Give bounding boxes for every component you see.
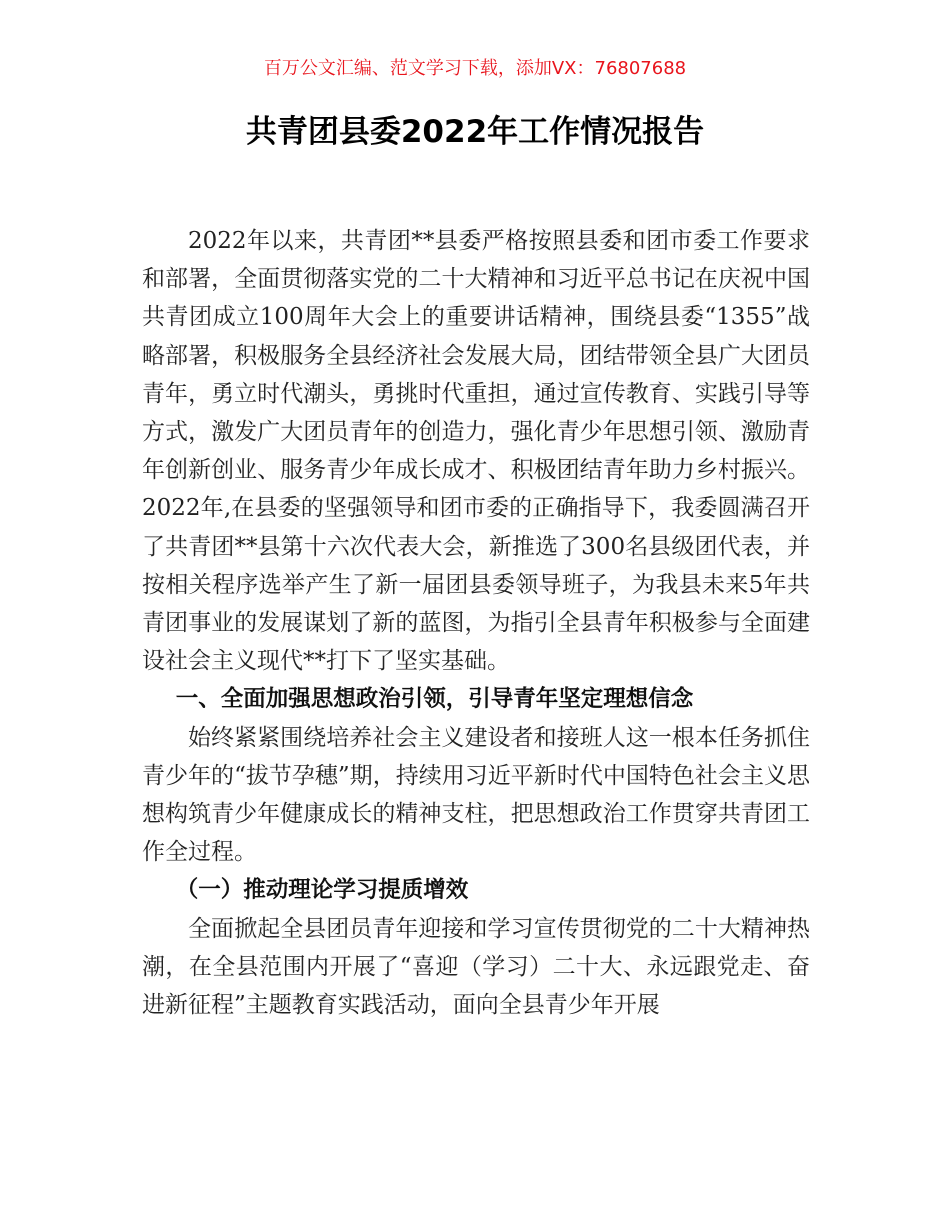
section-1-heading: 一、全面加强思想政治引领，引导青年坚定理想信念 — [175, 686, 694, 713]
subsection-1-heading: （一）推动理论学习提质增效 — [175, 877, 469, 904]
document-title: 共青团县委2022年工作情况报告 — [245, 114, 705, 150]
intro-paragraph: 2022年以来，共青团**县委严格按照县委和团市委工作要求和部署，全面贯彻落实党的二十大精神和习近平总书记在庆祝中国共青团成立100周年大会上的重要讲话精神，围绕县委“1355”战略部署，积极服务全县经济社会发展大局，团结带领全县广大团员青年，勇立时代潮头，勇挑时代重担，通过宣传教育、实践引导等方式，激发广大团员青年的创造力，强化青少年思想引领、激励青年创新创业、服务青少年成长成才、积极团结青年助力乡村振兴。2022年,在县委的坚强领导和团市委的正确指导下，我委圆满召开了共青团**县第十六次代表大会，新推选了300名县级团代表，并按相关程序选举产生了新一届团县委领导班子，为我县未来5年共青团事业的发展谋划了新的蓝图，为指引全县青年积极参与全面建设社会主义现代**打下了坚实基础。 — [142, 228, 810, 675]
document-body — [142, 222, 810, 1024]
subsection-1-paragraph: 全面掀起全县团员青年迎接和学习宣传贯彻党的二十大精神热潮，在全县范围内开展了“喜迎（学习）二十大、永远跟党走、奋进新征程”主题教育实践活动，面向全县青少年开展 — [142, 915, 810, 1019]
watermark-text: 百万公文汇编、范文学习下载，添加VX：76807688 — [263, 58, 687, 79]
section-1-paragraph: 始终紧紧围绕培养社会主义建设者和接班人这一根本任务抓住青少年的“拔节孕穗”期，持续用习近平新时代中国特色社会主义思想构筑青少年健康成长的精神支柱，把思想政治工作贯穿共青团工作全过程。 — [142, 724, 810, 866]
